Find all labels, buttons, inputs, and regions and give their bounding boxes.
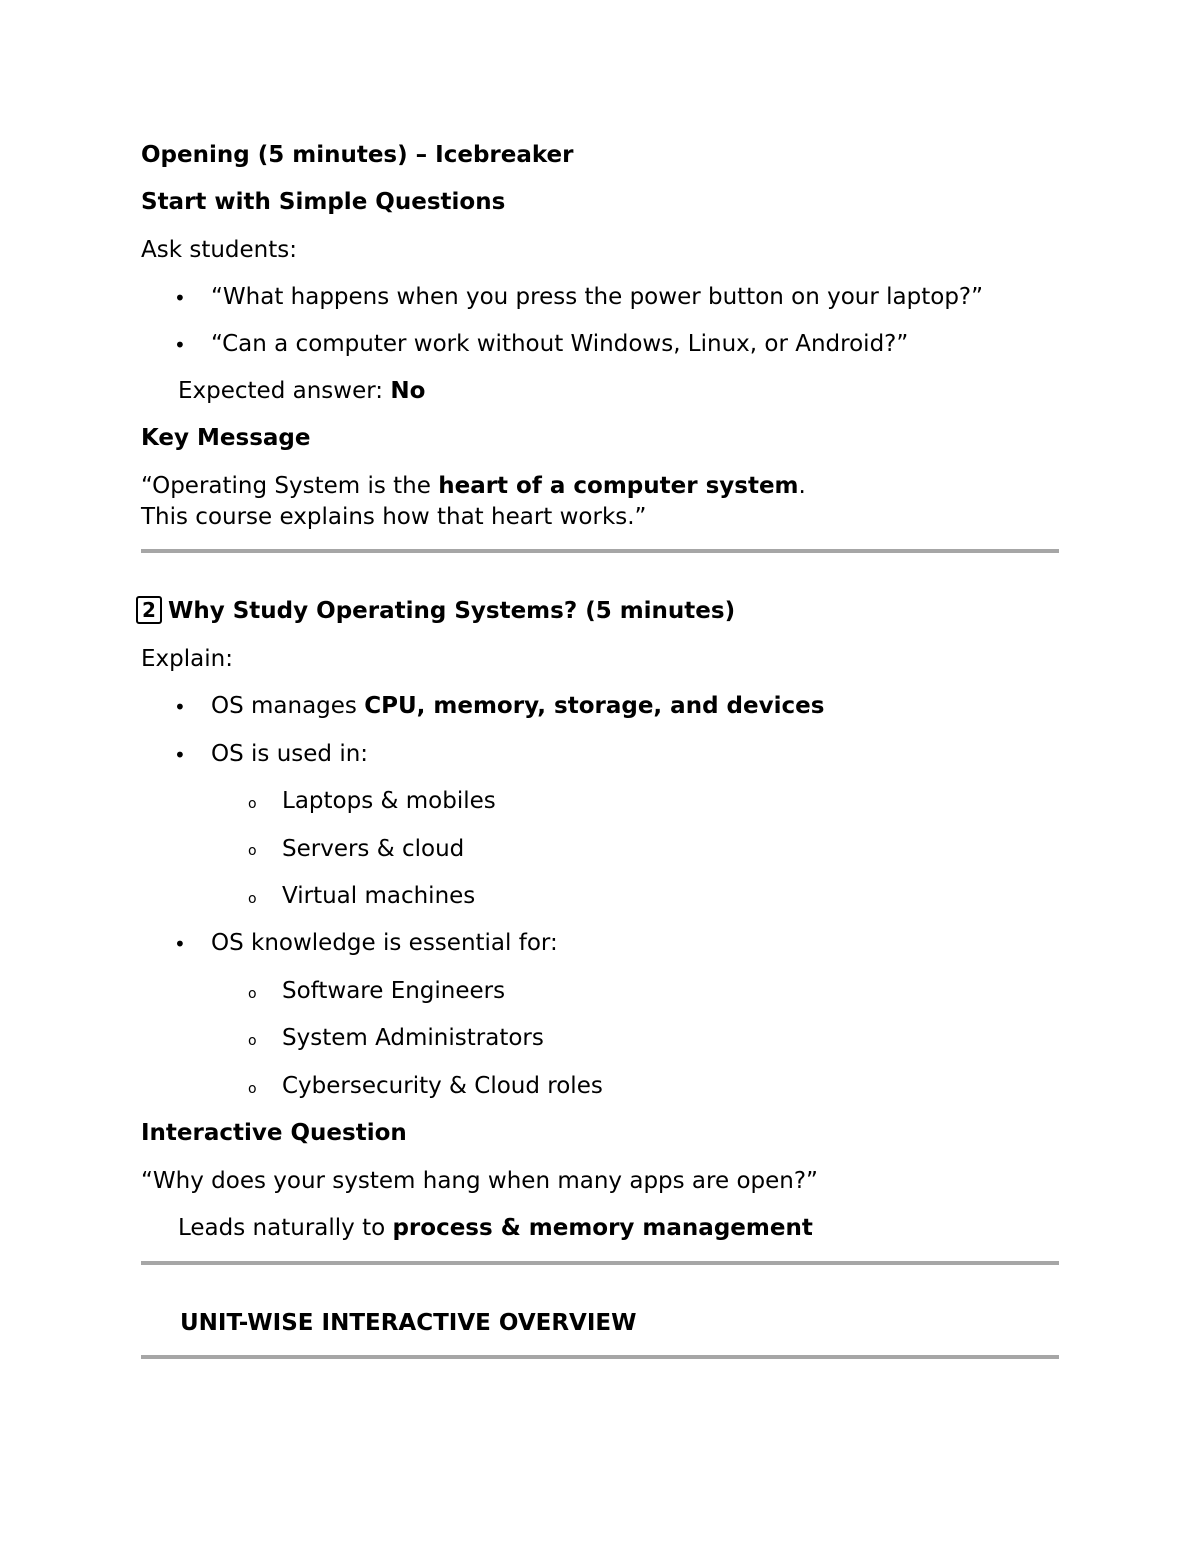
leads-pre: Leads naturally to [178,1215,393,1241]
keycap-number-icon: 2 [136,596,162,624]
os-manages-item [211,691,824,721]
used-in-item: Laptops & mobiles [282,788,496,814]
horizontal-rule [141,1355,1059,1359]
circle-bullet-icon: o [248,843,257,859]
interactive-question-heading: Interactive Question [141,1120,407,1146]
leads-bold: process & memory management [392,1215,813,1241]
circle-bullet-icon: o [248,796,257,812]
expected-value: No [390,378,426,404]
os-used-in-item: OS is used in: [211,741,369,767]
interactive-question-text: “Why does your system hang when many apps are open?” [141,1168,818,1194]
horizontal-rule [141,549,1059,553]
opening-heading: Opening (5 minutes) – Icebreaker [141,142,574,168]
essential-for-item: System Administrators [282,1025,544,1051]
explain-text: Explain: [141,646,233,672]
section2-heading-row [136,596,735,626]
key-message-line1 [141,471,806,501]
essential-for-item: Software Engineers [282,978,506,1004]
expected-label: Expected answer: [178,378,391,404]
bullet-icon: • [174,695,186,719]
circle-bullet-icon: o [248,1081,257,1097]
circle-bullet-icon: o [248,891,257,907]
start-subheading: Start with Simple Questions [141,189,506,215]
used-in-item: Virtual machines [282,883,476,909]
os-knowledge-item: OS knowledge is essential for: [211,930,558,956]
bullet-icon: • [174,286,186,310]
os-manages-bold: CPU, memory, storage, and devices [364,693,825,719]
bullet-icon: • [174,333,186,357]
key-message-heading: Key Message [141,425,311,451]
key-message-post: . [798,473,806,499]
bullet-icon: • [174,932,186,956]
bullet-icon: • [174,743,186,767]
question-item: “Can a computer work without Windows, Linux, or Android?” [211,331,909,357]
os-manages-pre: OS manages [211,693,365,719]
leads-naturally-text [178,1213,813,1243]
question-item: “What happens when you press the power button on your laptop?” [211,284,984,310]
section2-heading: Why Study Operating Systems? (5 minutes) [168,598,736,624]
circle-bullet-icon: o [248,1033,257,1049]
key-message-pre: “Operating System is the [141,473,439,499]
expected-answer [178,376,425,406]
circle-bullet-icon: o [248,986,257,1002]
ask-students-text: Ask students: [141,237,298,263]
used-in-item: Servers & cloud [282,836,465,862]
horizontal-rule [141,1261,1059,1265]
essential-for-item: Cybersecurity & Cloud roles [282,1073,603,1099]
unit-overview-heading: UNIT-WISE INTERACTIVE OVERVIEW [180,1310,637,1336]
key-message-bold: heart of a computer system [438,473,799,499]
key-message-line2: This course explains how that heart works.” [141,504,647,530]
